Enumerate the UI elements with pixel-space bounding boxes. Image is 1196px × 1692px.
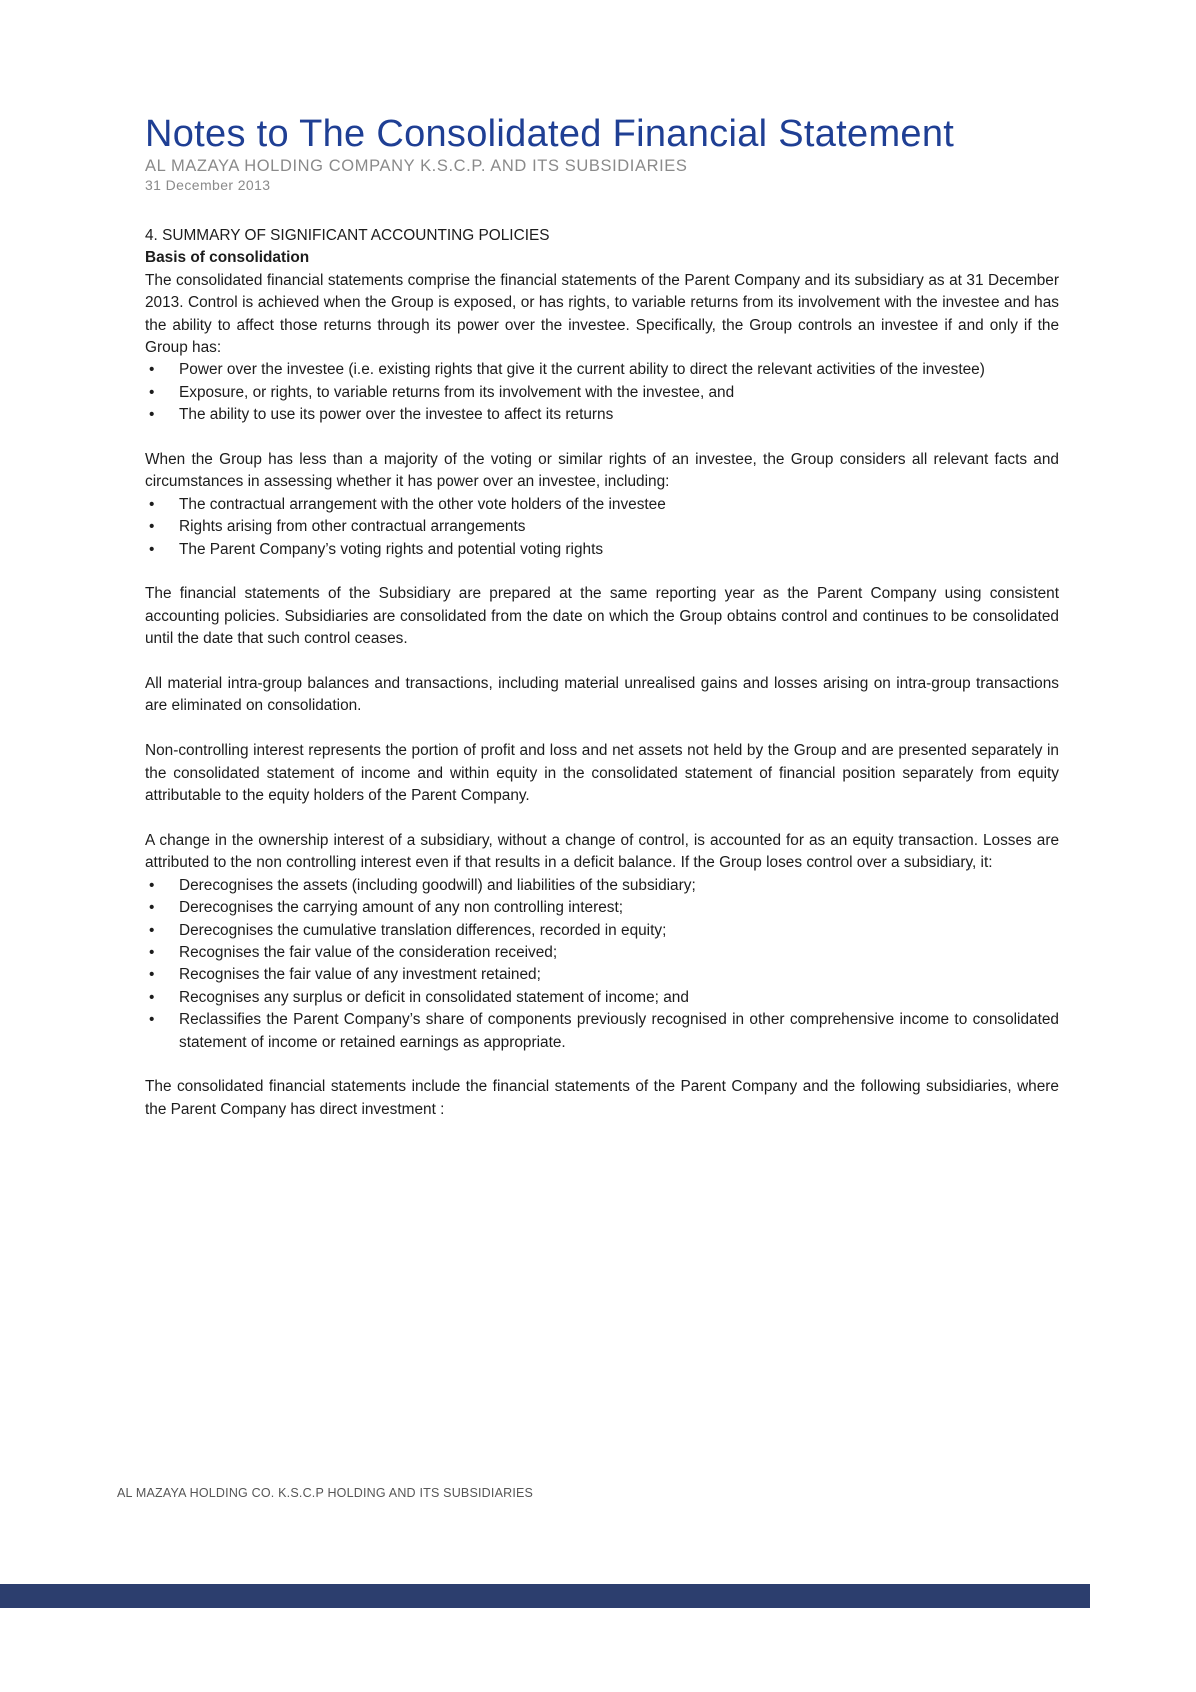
- list-item: [145, 942, 1059, 964]
- list-item: [145, 875, 1059, 897]
- list-item-text: The Parent Company’s voting rights and potential voting rights: [179, 540, 604, 558]
- list-item-text: The contractual arrangement with the other vote holders of the investee: [179, 495, 666, 513]
- list-item-text: Reclassifies the Parent Company’s share of components previously recognised in other comprehensive income to consolidated statement of income or retained earnings as appropriate.: [179, 1011, 1059, 1051]
- bullet-list: [145, 494, 1059, 561]
- bullet-icon: •: [149, 1011, 155, 1029]
- list-item: [145, 494, 1059, 516]
- list-item-text: Recognises any surplus or deficit in consolidated statement of income; and: [179, 988, 689, 1006]
- list-item: [145, 1009, 1059, 1054]
- list-item-text: Recognises the fair value of any investment retained;: [179, 966, 541, 984]
- list-item: [145, 987, 1059, 1009]
- bullet-icon: •: [149, 406, 155, 424]
- paragraph: Non-controlling interest represents the portion of profit and loss and net assets not held by the Group and are presented separately in the consolidated statement of income and within equity in the consolidated statement of financial position separately from equity attributable to the equity holders of the Parent Company.: [145, 742, 1059, 805]
- spacer: [145, 427, 1059, 449]
- bullet-icon: •: [149, 495, 155, 513]
- spacer: [145, 561, 1059, 583]
- paragraph: The financial statements of the Subsidiary are prepared at the same reporting year as the Parent Company using consistent accounting policies. Subsidiaries are consolidated from the date on which the Group obtains control and continues to be consolidated until the date that such control ceases.: [145, 585, 1059, 648]
- spacer: [145, 651, 1059, 673]
- bullet-icon: •: [149, 876, 155, 894]
- bullet-list: [145, 875, 1059, 1054]
- bullet-icon: •: [149, 540, 155, 558]
- report-date: 31 December 2013: [145, 177, 271, 193]
- list-item-text: Derecognises the assets (including goodwill) and liabilities of the subsidiary;: [179, 876, 696, 894]
- footer-bar: [0, 1584, 1090, 1608]
- paragraph: The consolidated financial statements comprise the financial statements of the Parent Company and its subsidiary as at 31 December 2013. Control is achieved when the Group is exposed, or has rights, to variable returns from its involvement with the investee and has the ability to affect those returns through its power over the investee. Specifically, the Group controls an investee if and only if the Group has:: [145, 271, 1059, 357]
- paragraph: All material intra-group balances and transactions, including material unrealised gains and losses arising on intra-group transactions are eliminated on consolidation.: [145, 675, 1059, 715]
- bullet-list: [145, 359, 1059, 426]
- footer-company-name: AL MAZAYA HOLDING CO. K.S.C.P HOLDING AND ITS SUBSIDIARIES: [117, 1486, 534, 1500]
- list-item-text: Exposure, or rights, to variable returns from its involvement with the investee, and: [179, 383, 735, 401]
- bullet-icon: •: [149, 383, 155, 401]
- company-name: AL MAZAYA HOLDING COMPANY K.S.C.P. AND ITS SUBSIDIARIES: [145, 157, 688, 175]
- bullet-icon: •: [149, 921, 155, 939]
- bullet-icon: •: [149, 899, 155, 917]
- list-item: [145, 964, 1059, 986]
- paragraph: The consolidated financial statements include the financial statements of the Parent Company and the following subsidiaries, where the Parent Company has direct investment :: [145, 1078, 1059, 1118]
- page-header: [145, 112, 1065, 194]
- list-item: [145, 539, 1059, 561]
- list-item: [145, 404, 1059, 426]
- bullet-icon: •: [149, 361, 155, 379]
- list-item: [145, 516, 1059, 538]
- paragraph: When the Group has less than a majority of the voting or similar rights of an investee, the Group considers all relevant facts and circumstances in assessing whether it has power over an investee, including:: [145, 451, 1059, 491]
- list-item-text: Derecognises the carrying amount of any non controlling interest;: [179, 899, 624, 917]
- list-item: [145, 897, 1059, 919]
- list-item-text: The ability to use its power over the investee to affect its returns: [179, 406, 614, 424]
- list-item: [145, 920, 1059, 942]
- list-item: [145, 359, 1059, 381]
- list-item-text: Recognises the fair value of the consideration received;: [179, 943, 558, 961]
- bullet-icon: •: [149, 518, 155, 536]
- paragraph: A change in the ownership interest of a subsidiary, without a change of control, is accounted for as an equity transaction. Losses are attributed to the non controlling interest even if that results in a deficit balance. If the Group loses control over a subsidiary, it:: [145, 831, 1059, 872]
- section-heading: 4. SUMMARY OF SIGNIFICANT ACCOUNTING POLICIES: [145, 227, 550, 244]
- spacer: [145, 718, 1059, 740]
- list-item-text: Derecognises the cumulative translation differences, recorded in equity;: [179, 921, 667, 939]
- page-title: Notes to The Consolidated Financial Statement: [145, 113, 955, 155]
- bullet-icon: •: [149, 988, 155, 1006]
- list-item-text: Power over the investee (i.e. existing rights that give it the current ability to direct the relevant activities of the investee): [179, 361, 985, 379]
- spacer: [145, 808, 1059, 830]
- bullet-icon: •: [149, 943, 155, 961]
- bullet-icon: •: [149, 966, 155, 984]
- spacer: [145, 1054, 1059, 1076]
- list-item: [145, 382, 1059, 404]
- subheading: Basis of consolidation: [145, 249, 310, 267]
- document-body: [145, 225, 1059, 1121]
- list-item-text: Rights arising from other contractual arrangements: [179, 518, 526, 536]
